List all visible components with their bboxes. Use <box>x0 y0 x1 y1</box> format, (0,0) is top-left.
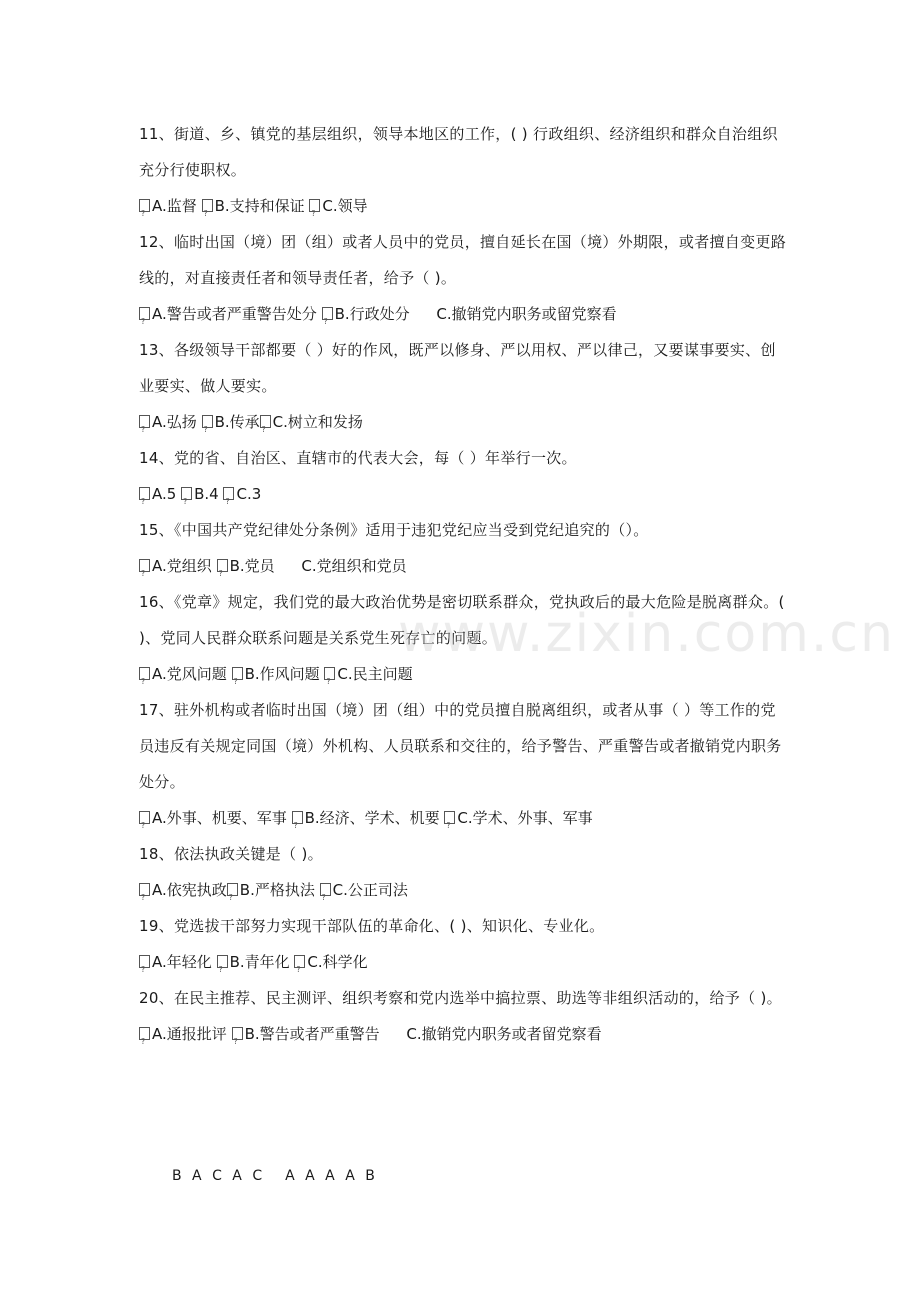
checkbox-icon <box>260 415 271 428</box>
checkbox-icon <box>139 1027 150 1040</box>
question-16-stem: 16、《党章》规定，我们党的最大政治优势是密切联系群众，党执政后的最大危险是脱离群众。( )、党同人民群众联系问题是关系党生死存亡的问题。 <box>139 593 785 647</box>
question-17-stem: 17、驻外机构或者临时出国（境）团（组）中的党员擅自脱离组织，或者从事（ ）等工作的党员违反有关规定同国（境）外机构、人员联系和交往的，给予警告、严重警告或者撤销党内职务处分。 <box>139 701 782 791</box>
question-17-options <box>139 800 789 836</box>
checkbox-icon <box>139 811 150 824</box>
option-c: C.民主问题 <box>337 665 413 683</box>
option-b: B.4 <box>194 485 219 503</box>
option-a: A.年轻化 <box>152 953 212 971</box>
option-a: A.警告或者严重警告处分 <box>152 305 317 323</box>
question-19-stem: 19、党选拔干部努力实现干部队伍的革命化、( )、知识化、专业化。 <box>139 917 605 935</box>
question-12-stem: 12、临时出国（境）团（组）或者人员中的党员，擅自延长在国（境）外期限，或者擅自变更路线的，对直接责任者和领导责任者，给予（ )。 <box>139 233 786 287</box>
checkbox-icon <box>324 667 335 680</box>
question-15-options <box>139 548 789 584</box>
question-list <box>139 116 789 1052</box>
question-14-stem: 14、党的省、自治区、直辖市的代表大会，每（ ）年举行一次。 <box>139 449 577 467</box>
checkbox-icon <box>223 487 234 500</box>
checkbox-icon <box>139 667 150 680</box>
option-c: C.树立和发扬 <box>272 413 363 431</box>
option-b: B.严格执法 <box>239 881 315 899</box>
checkbox-icon <box>309 199 320 212</box>
question-18-options <box>139 872 789 908</box>
option-a: A.党组织 <box>152 557 212 575</box>
option-b: B.作风问题 <box>244 665 320 683</box>
watermark: www.zixin.com.cn <box>398 604 895 664</box>
option-b: B.传承 <box>214 413 260 431</box>
question-18-stem: 18、依法执政关键是（ )。 <box>139 845 323 863</box>
option-b: B.经济、学术、机要 <box>304 809 440 827</box>
option-a: A.5 <box>152 485 177 503</box>
question-19-options <box>139 944 789 980</box>
option-a: A.外事、机要、军事 <box>152 809 287 827</box>
checkbox-icon <box>139 199 150 212</box>
option-a: A.弘扬 <box>152 413 197 431</box>
answer-group-2: A A A A B <box>285 1168 378 1184</box>
checkbox-icon <box>444 811 455 824</box>
question-20-stem: 20、在民主推荐、民主测评、组织考察和党内选举中搞拉票、助选等非组织活动的，给予（ )。 <box>139 989 782 1007</box>
option-b: B.党员 <box>229 557 275 575</box>
option-c: C.领导 <box>322 197 368 215</box>
option-c: C.公正司法 <box>332 881 408 899</box>
option-c: C.学术、外事、军事 <box>457 809 593 827</box>
option-a: A.通报批评 <box>152 1025 227 1043</box>
checkbox-icon <box>202 199 213 212</box>
checkbox-icon <box>232 667 243 680</box>
checkbox-icon <box>292 811 303 824</box>
option-b: B.行政处分 <box>334 305 410 323</box>
question-14-options <box>139 476 789 512</box>
checkbox-icon <box>139 415 150 428</box>
checkbox-icon <box>294 955 305 968</box>
option-c: C.党组织和党员 <box>301 557 407 575</box>
option-c: C.科学化 <box>307 953 368 971</box>
checkbox-icon <box>322 307 333 320</box>
answer-group-1: B A C A C <box>172 1168 266 1184</box>
question-12-options <box>139 296 789 332</box>
option-a: A.监督 <box>152 197 197 215</box>
question-11-options <box>139 188 789 224</box>
option-c: C.撤销党内职务或者留党察看 <box>406 1025 602 1043</box>
checkbox-icon <box>227 883 238 896</box>
checkbox-icon <box>232 1027 243 1040</box>
checkbox-icon <box>320 883 331 896</box>
question-16-options <box>139 656 789 692</box>
answer-key <box>172 1168 378 1184</box>
checkbox-icon <box>139 559 150 572</box>
checkbox-icon <box>139 955 150 968</box>
checkbox-icon <box>181 487 192 500</box>
option-c: C.3 <box>236 485 262 503</box>
option-b: B.青年化 <box>229 953 290 971</box>
question-13-options <box>139 404 789 440</box>
question-20-options <box>139 1016 789 1052</box>
question-11-stem: 11、街道、乡、镇党的基层组织，领导本地区的工作，( ) 行政组织、经济组织和群众自治组织充分行使职权。 <box>139 125 778 179</box>
checkbox-icon <box>139 307 150 320</box>
checkbox-icon <box>139 883 150 896</box>
option-b: B.警告或者严重警告 <box>244 1025 380 1043</box>
checkbox-icon <box>202 415 213 428</box>
checkbox-icon <box>139 487 150 500</box>
question-13-stem: 13、各级领导干部都要（ ）好的作风，既严以修身、严以用权、严以律己，又要谋事要实、创业要实、做人要实。 <box>139 341 776 395</box>
checkbox-icon <box>217 955 228 968</box>
question-15-stem: 15、《中国共产党纪律处分条例》适用于违犯党纪应当受到党纪追究的（）。 <box>139 521 649 539</box>
option-c: C.撤销党内职务或留党察看 <box>436 305 617 323</box>
option-a: A.党风问题 <box>152 665 227 683</box>
option-b: B.支持和保证 <box>214 197 305 215</box>
option-a: A.依宪执政 <box>152 881 227 899</box>
checkbox-icon <box>217 559 228 572</box>
